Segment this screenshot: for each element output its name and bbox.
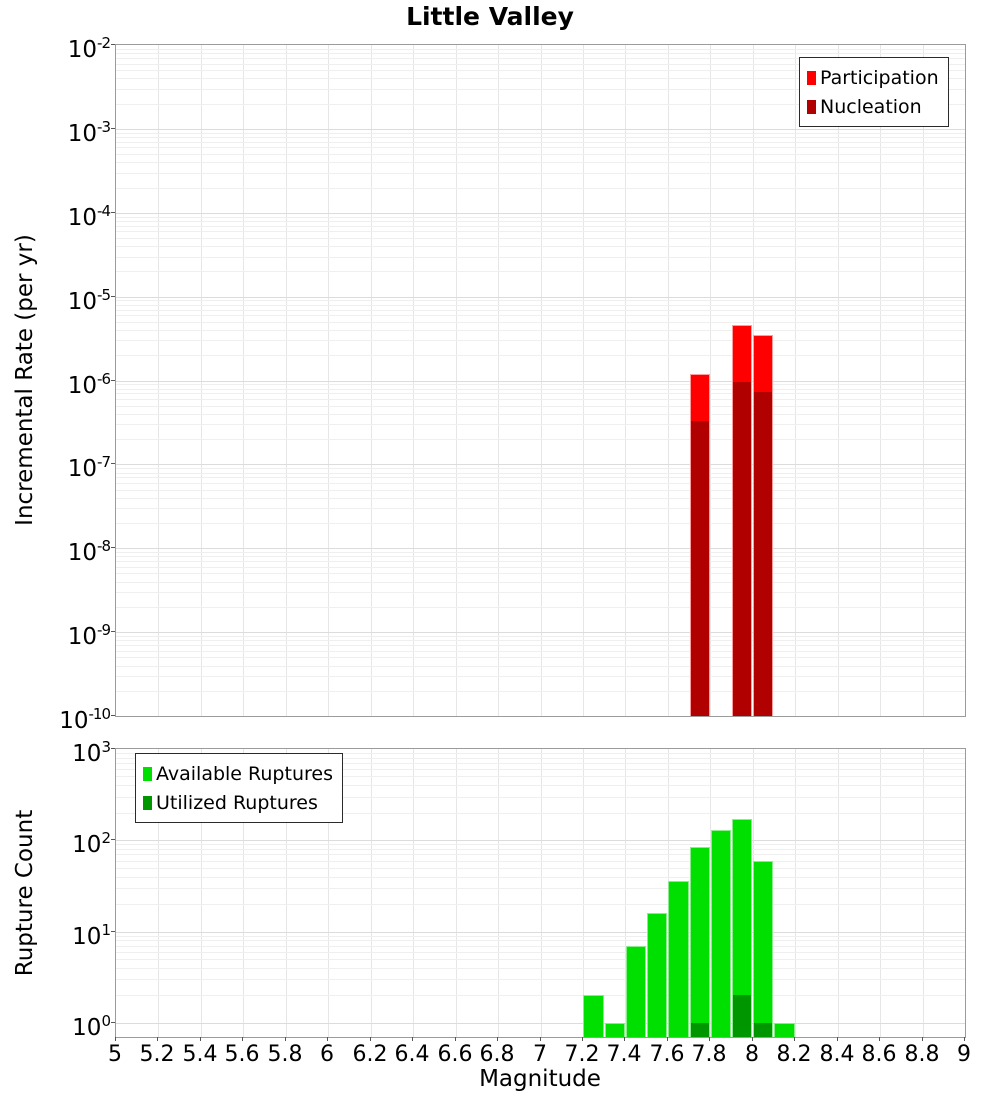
gridline: [116, 399, 965, 400]
x-tick-mark: [964, 1037, 965, 1041]
x-tick-label: 8: [745, 1042, 759, 1067]
gridline: [116, 636, 965, 637]
x-tick-mark: [497, 1037, 498, 1041]
x-tick-label: 8.4: [819, 1042, 855, 1067]
available-ruptures-bar: [583, 995, 603, 1037]
gridline: [116, 877, 965, 878]
x-tick-mark: [327, 1037, 328, 1041]
x-tick-mark: [157, 1037, 158, 1041]
x-tick-mark: [837, 1037, 838, 1041]
gridline: [371, 749, 372, 1037]
gridline: [923, 749, 924, 1037]
gridline: [116, 854, 965, 855]
x-tick-mark: [370, 1037, 371, 1041]
gridline: [116, 959, 965, 960]
gridline: [116, 567, 965, 568]
gridline: [116, 406, 965, 407]
gridline: [116, 979, 965, 980]
available-ruptures-bar: [647, 913, 667, 1037]
gridline: [116, 300, 965, 301]
gridline: [116, 162, 965, 163]
y-tick-mark: [111, 212, 115, 213]
y-tick-mark: [111, 547, 115, 548]
y-tick-label: $10^{-4}$: [67, 202, 110, 231]
x-tick-label: 6.6: [437, 1042, 473, 1067]
gridline: [116, 468, 965, 469]
y-tick-label: $10^0$: [72, 1012, 110, 1041]
y-tick-label: $10^{-8}$: [67, 537, 110, 566]
top-y-axis-title: Incremental Rate (per yr): [12, 234, 38, 526]
gridline: [413, 749, 414, 1037]
y-tick-mark: [111, 380, 115, 381]
nucleation-bar: [691, 421, 709, 716]
available-ruptures-bar: [690, 847, 710, 1037]
gridline: [541, 749, 542, 1037]
gridline: [116, 888, 965, 889]
gridline: [116, 508, 965, 509]
x-tick-mark: [709, 1037, 710, 1041]
y-tick-mark: [111, 463, 115, 464]
x-tick-mark: [582, 1037, 583, 1041]
gridline: [456, 749, 457, 1037]
y-tick-label: $10^{-3}$: [67, 118, 110, 147]
gridline: [116, 297, 965, 298]
y-tick-mark: [111, 931, 115, 932]
gridline: [116, 464, 965, 465]
gridline: [116, 257, 965, 258]
gridline: [116, 849, 965, 850]
gridline: [116, 657, 965, 658]
utilized-ruptures-bar: [691, 1023, 709, 1037]
gridline: [116, 952, 965, 953]
gridline: [116, 129, 965, 130]
gridline: [583, 749, 584, 1037]
utilized-ruptures-swatch-icon: [143, 796, 152, 810]
x-tick-label: 6.4: [394, 1042, 430, 1067]
gridline: [116, 393, 965, 394]
gridline: [116, 305, 965, 306]
x-tick-label: 8.2: [776, 1042, 812, 1067]
x-tick-mark: [412, 1037, 413, 1041]
y-tick-label: $10^{-10}$: [59, 705, 110, 734]
gridline: [116, 213, 965, 214]
y-tick-mark: [111, 748, 115, 749]
y-tick-label: $10^{-6}$: [67, 370, 110, 399]
gridline: [116, 133, 965, 134]
gridline: [116, 844, 965, 845]
gridline: [116, 868, 965, 869]
nucleation-bar: [733, 382, 751, 716]
gridline: [116, 340, 965, 341]
gridline: [116, 310, 965, 311]
gridline: [116, 246, 965, 247]
gridline: [116, 995, 965, 996]
nucleation-swatch-icon: [807, 100, 816, 114]
x-tick-label: 5.8: [267, 1042, 303, 1067]
gridline: [116, 217, 965, 218]
gridline: [116, 691, 965, 692]
x-tick-mark: [200, 1037, 201, 1041]
y-tick-mark: [111, 128, 115, 129]
y-tick-label: $10^{-9}$: [67, 621, 110, 650]
x-tick-label: 5.4: [182, 1042, 218, 1067]
x-tick-label: 5: [108, 1042, 122, 1067]
gridline: [116, 592, 965, 593]
gridline: [116, 147, 965, 148]
x-tick-mark: [752, 1037, 753, 1041]
participation-nucleation-legend: [799, 57, 949, 127]
gridline: [116, 483, 965, 484]
y-tick-label: $10^3$: [72, 738, 110, 767]
y-tick-label: $10^{-2}$: [67, 34, 110, 63]
gridline: [116, 414, 965, 415]
gridline: [116, 640, 965, 641]
y-tick-mark: [111, 296, 115, 297]
gridline: [116, 968, 965, 969]
x-tick-label: 6: [320, 1042, 334, 1067]
incremental-rate-plot-area: [115, 44, 966, 717]
y-tick-mark: [111, 1022, 115, 1023]
gridline: [116, 49, 965, 50]
gridline: [116, 271, 965, 272]
legend-entry: [143, 759, 333, 788]
gridline: [116, 1023, 965, 1024]
gridline: [116, 676, 965, 677]
gridline: [116, 173, 965, 174]
gridline: [116, 904, 965, 905]
legend-entry: [807, 92, 939, 121]
gridline: [116, 188, 965, 189]
available-ruptures-bar: [753, 861, 773, 1037]
gridline: [116, 477, 965, 478]
x-tick-mark: [115, 1037, 116, 1041]
x-tick-mark: [285, 1037, 286, 1041]
legend-entry: [807, 63, 939, 92]
gridline: [116, 607, 965, 608]
gridline: [116, 498, 965, 499]
x-tick-label: 9: [957, 1042, 971, 1067]
utilized-ruptures-bar: [733, 995, 751, 1037]
gridline: [116, 645, 965, 646]
y-tick-mark: [111, 839, 115, 840]
x-tick-label: 7.2: [564, 1042, 600, 1067]
gridline: [116, 651, 965, 652]
gridline: [838, 749, 839, 1037]
x-tick-label: 6.2: [352, 1042, 388, 1067]
y-tick-label: $10^{-5}$: [67, 286, 110, 315]
gridline: [116, 861, 965, 862]
x-tick-label: 5.6: [224, 1042, 260, 1067]
available-ruptures-bar: [711, 830, 731, 1037]
utilized-ruptures-bar: [754, 1023, 772, 1037]
gridline: [116, 142, 965, 143]
gridline: [116, 561, 965, 562]
gridline: [116, 840, 965, 841]
x-tick-mark: [879, 1037, 880, 1041]
gridline: [116, 473, 965, 474]
gridline: [795, 749, 796, 1037]
nucleation-bar: [754, 392, 772, 716]
y-tick-mark: [111, 631, 115, 632]
gridline: [116, 490, 965, 491]
gridline: [116, 322, 965, 323]
gridline: [116, 936, 965, 937]
available-ruptures-bar: [626, 946, 646, 1037]
x-tick-mark: [667, 1037, 668, 1041]
legend-label: Available Ruptures: [156, 762, 333, 785]
available-ruptures-bar: [774, 1023, 794, 1037]
x-tick-label: 5.2: [139, 1042, 175, 1067]
gridline: [116, 573, 965, 574]
x-tick-mark: [242, 1037, 243, 1041]
gridline: [116, 556, 965, 557]
gridline: [116, 523, 965, 524]
gridline: [116, 548, 965, 549]
x-tick-label: 8.6: [861, 1042, 897, 1067]
bottom-y-axis-title: Rupture Count: [12, 809, 38, 977]
y-tick-label: $10^{-7}$: [67, 453, 110, 482]
available-ruptures-bar: [605, 1023, 625, 1037]
gridline: [498, 749, 499, 1037]
gridline: [116, 221, 965, 222]
gridline: [116, 666, 965, 667]
gridline: [116, 330, 965, 331]
gridline: [116, 315, 965, 316]
legend-label: Utilized Ruptures: [156, 791, 318, 814]
gridline: [116, 137, 965, 138]
x-tick-mark: [922, 1037, 923, 1041]
x-tick-mark: [794, 1037, 795, 1041]
chart-title: Little Valley: [406, 2, 574, 31]
x-tick-label: 7.8: [691, 1042, 727, 1067]
gridline: [116, 946, 965, 947]
x-tick-label: 7.6: [649, 1042, 685, 1067]
gridline: [880, 749, 881, 1037]
gridline: [116, 439, 965, 440]
ruptures-legend: [135, 753, 343, 823]
gridline: [116, 238, 965, 239]
y-tick-mark: [111, 44, 115, 45]
available-ruptures-swatch-icon: [143, 767, 152, 781]
gridline: [116, 552, 965, 553]
x-tick-mark: [540, 1037, 541, 1041]
gridline: [116, 231, 965, 232]
x-tick-label: 6.8: [479, 1042, 515, 1067]
legend-entry: [143, 788, 333, 817]
gridline: [116, 940, 965, 941]
legend-label: Nucleation: [820, 95, 922, 118]
gridline: [116, 384, 965, 385]
x-tick-label: 8.8: [904, 1042, 940, 1067]
gridline: [116, 355, 965, 356]
available-ruptures-bar: [668, 881, 688, 1037]
x-tick-mark: [624, 1037, 625, 1041]
gridline: [116, 226, 965, 227]
participation-swatch-icon: [807, 71, 816, 85]
x-tick-label: 7: [533, 1042, 547, 1067]
gridline: [116, 154, 965, 155]
y-tick-label: $10^2$: [72, 829, 110, 858]
gridline: [116, 932, 965, 933]
x-axis-title: Magnitude: [479, 1066, 601, 1092]
gridline: [116, 582, 965, 583]
gridline: [116, 424, 965, 425]
gridline: [116, 53, 965, 54]
gridline: [116, 389, 965, 390]
x-tick-label: 7.4: [606, 1042, 642, 1067]
y-tick-label: $10^1$: [72, 921, 110, 950]
gridline: [116, 632, 965, 633]
x-tick-mark: [455, 1037, 456, 1041]
y-tick-mark: [111, 715, 115, 716]
gridline: [116, 381, 965, 382]
legend-label: Participation: [820, 66, 939, 89]
